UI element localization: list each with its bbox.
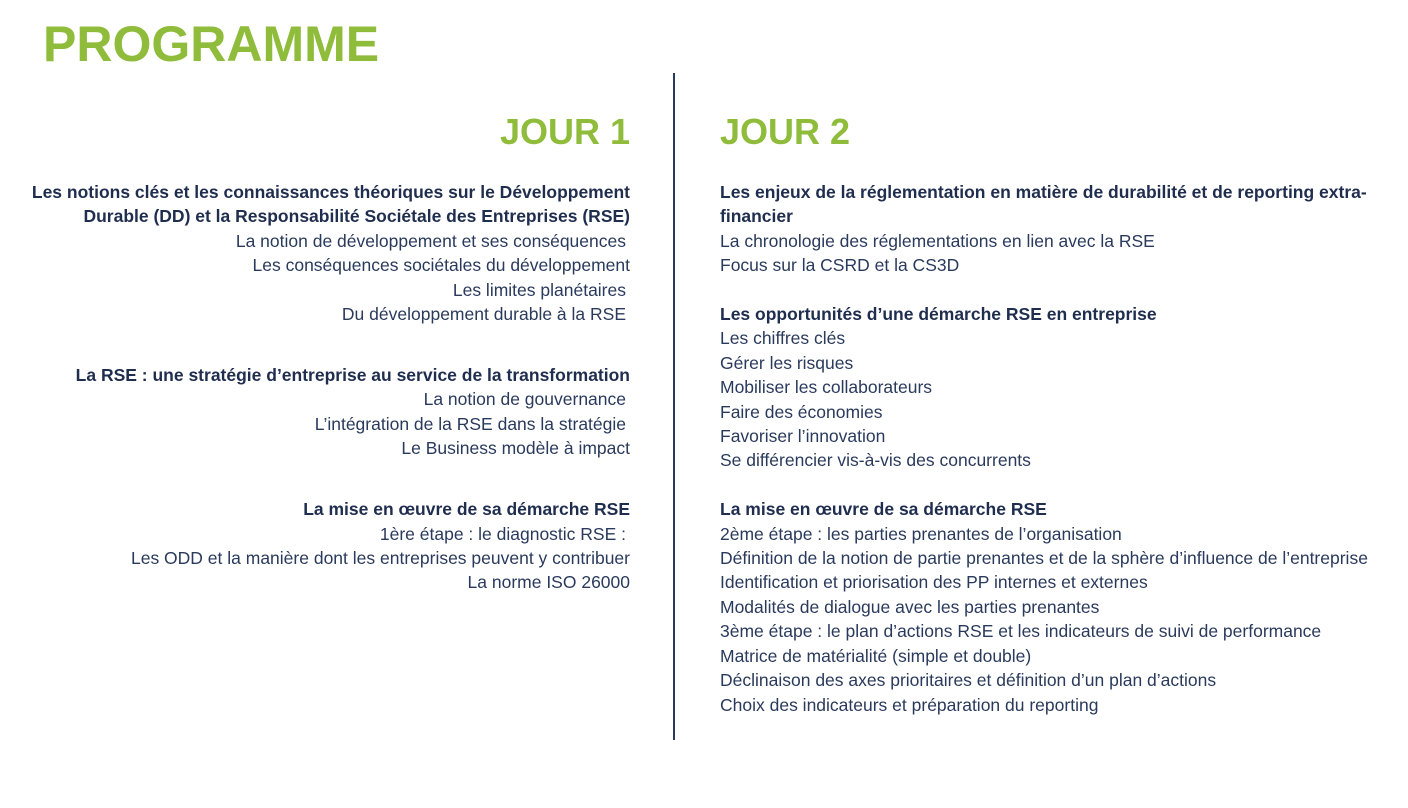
day1-section-1: [30, 180, 630, 326]
list-item: Les ODD et la manière dont les entreprises peuvent y contribuer: [130, 548, 630, 569]
list-item: Du développement durable à la RSE: [341, 304, 626, 325]
list-item: La notion de gouvernance: [423, 389, 626, 410]
section-title: Les enjeux de la réglementation en matière de durabilité et de reporting extra-financier: [720, 182, 1367, 227]
list-item: Les chiffres clés: [720, 328, 846, 349]
day2-section-2: [720, 302, 1380, 473]
list-item: Matrice de matérialité (simple et double): [720, 645, 1032, 666]
list-item: Les limites planétaires: [452, 279, 626, 300]
list-item: Choix des indicateurs et préparation du reporting: [720, 694, 1099, 715]
section-title: La mise en œuvre de sa démarche RSE: [303, 499, 630, 520]
section-title: La RSE : une stratégie d’entreprise au service de la transformation: [75, 365, 630, 386]
list-item: La chronologie des réglementations en lien avec la RSE: [720, 230, 1155, 251]
list-item: La notion de développement et ses conséquences: [235, 230, 626, 251]
column-divider: [673, 73, 675, 740]
day2-column: [720, 108, 1380, 741]
section-title: Les notions clés et les connaissances théoriques sur le Développement Durable (DD) et la Responsabilité Sociétale des Entreprises (RSE): [31, 182, 630, 227]
list-item: 3ème étape : le plan d’actions RSE et les indicateurs de suivi de performance: [720, 621, 1322, 642]
day1-section-3: [30, 497, 630, 595]
list-item: Favoriser l’innovation: [720, 426, 886, 447]
list-item: L’intégration de la RSE dans la stratégie: [314, 413, 626, 434]
day1-section-2: [30, 363, 630, 461]
day2-title: JOUR 2: [720, 111, 851, 152]
section-title: La mise en œuvre de sa démarche RSE: [720, 499, 1047, 520]
day1-title: JOUR 1: [499, 111, 630, 152]
list-item: La norme ISO 26000: [467, 572, 630, 593]
list-item: 2ème étape : les parties prenantes de l’organisation: [720, 523, 1122, 544]
list-item: Se différencier vis-à-vis des concurrents: [720, 450, 1031, 471]
list-item: Déclinaison des axes prioritaires et définition d’un plan d’actions: [720, 670, 1217, 691]
list-item: Le Business modèle à impact: [401, 438, 630, 459]
list-item: Identification et priorisation des PP internes et externes: [720, 572, 1148, 593]
list-item: Modalités de dialogue avec les parties prenantes: [720, 596, 1100, 617]
day2-section-3: [720, 497, 1380, 717]
list-item: Gérer les risques: [720, 352, 854, 373]
day1-column: [30, 108, 630, 631]
list-item: Les conséquences sociétales du développement: [252, 255, 630, 276]
list-item: Focus sur la CSRD et la CS3D: [720, 255, 960, 276]
section-title: Les opportunités d’une démarche RSE en entreprise: [720, 304, 1157, 325]
list-item: Définition de la notion de partie prenantes et de la sphère d’influence de l’entreprise: [720, 548, 1368, 569]
day2-section-1: [720, 180, 1380, 278]
list-item: Mobiliser les collaborateurs: [720, 377, 933, 398]
list-item: Faire des économies: [720, 401, 883, 422]
page-title: PROGRAMME: [43, 16, 380, 72]
list-item: 1ère étape : le diagnostic RSE :: [379, 523, 626, 544]
